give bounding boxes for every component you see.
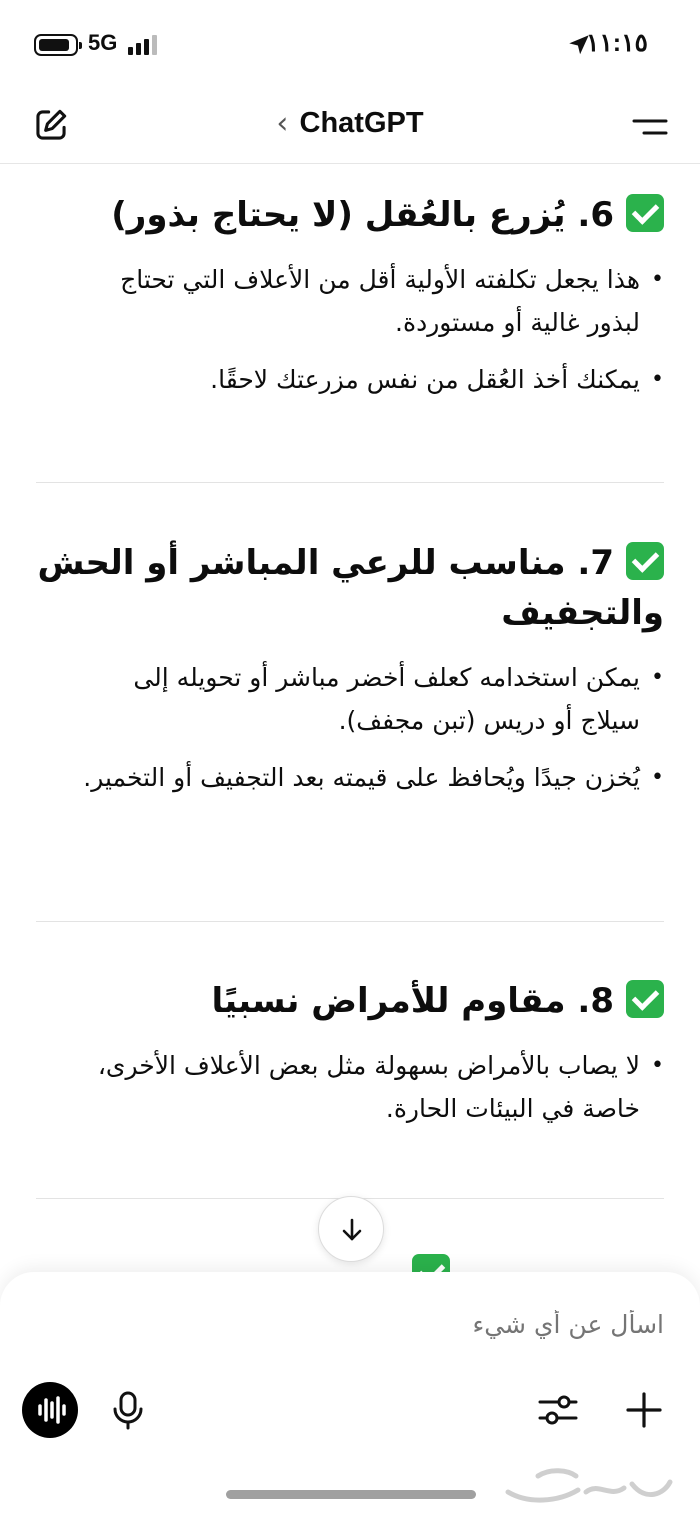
section-8 <box>36 976 664 1144</box>
nav-bar <box>0 90 700 164</box>
section-7 <box>36 538 664 813</box>
voice-mode-button[interactable] <box>22 1382 78 1438</box>
arrow-down-icon <box>339 1217 365 1243</box>
check-mark-icon <box>626 194 664 232</box>
bullet-list <box>36 656 664 799</box>
battery-icon <box>34 34 78 56</box>
composer <box>0 1272 700 1514</box>
list-item: • يمكنك أخذ العُقل من نفس مزرعتك لاحقًا. <box>36 358 664 401</box>
signal-icon <box>128 35 160 55</box>
list-item: • يُخزن جيدًا ويُحافظ على قيمته بعد التجفيف أو التخمير. <box>36 756 664 799</box>
microphone-icon[interactable] <box>108 1390 148 1430</box>
list-item: • يمكن استخدامه كعلف أخضر مباشر أو تحويله إلى سيلاج أو دريس (تبن مجفف). <box>36 656 664 742</box>
chat-message <box>0 164 700 1274</box>
bullet-list <box>36 1044 664 1130</box>
chevron-left-icon: ‹ <box>276 106 289 141</box>
page-title: ChatGPT <box>299 107 424 139</box>
menu-icon[interactable] <box>632 112 668 142</box>
status-time: ١١:١٥ <box>585 29 648 57</box>
list-item: • لا يصاب بالأمراض بسهولة مثل بعض الأعلاف الأخرى، خاصة في البيئات الحارة. <box>36 1044 664 1130</box>
check-mark-icon <box>626 542 664 580</box>
list-item: • هذا يجعل تكلفته الأولية أقل من الأعلاف التي تحتاج لبذور غالية أو مستوردة. <box>36 258 664 344</box>
section-6 <box>36 190 664 415</box>
divider <box>36 921 664 922</box>
haraj-logo <box>498 1462 678 1508</box>
voice-waveform-icon <box>22 1382 78 1438</box>
section-heading: 6. يُزرع بالعُقل (لا يحتاج بذور) <box>111 195 614 235</box>
section-heading: 8. مقاوم للأمراض نسبيًا <box>211 981 614 1021</box>
status-bar <box>0 0 700 90</box>
check-mark-icon <box>412 1254 450 1274</box>
plus-icon[interactable] <box>624 1390 664 1430</box>
bullet-list <box>36 258 664 401</box>
check-mark-icon <box>626 980 664 1018</box>
model-selector[interactable] <box>0 106 700 141</box>
tools-sliders-icon[interactable] <box>536 1390 580 1430</box>
message-input[interactable] <box>36 1310 664 1339</box>
scroll-to-bottom-button[interactable] <box>318 1196 384 1262</box>
section-heading: 7. مناسب للرعي المباشر أو الحش والتجفيف <box>37 543 664 633</box>
divider <box>36 482 664 483</box>
network-type: 5G <box>88 30 118 55</box>
home-indicator[interactable] <box>226 1490 476 1499</box>
